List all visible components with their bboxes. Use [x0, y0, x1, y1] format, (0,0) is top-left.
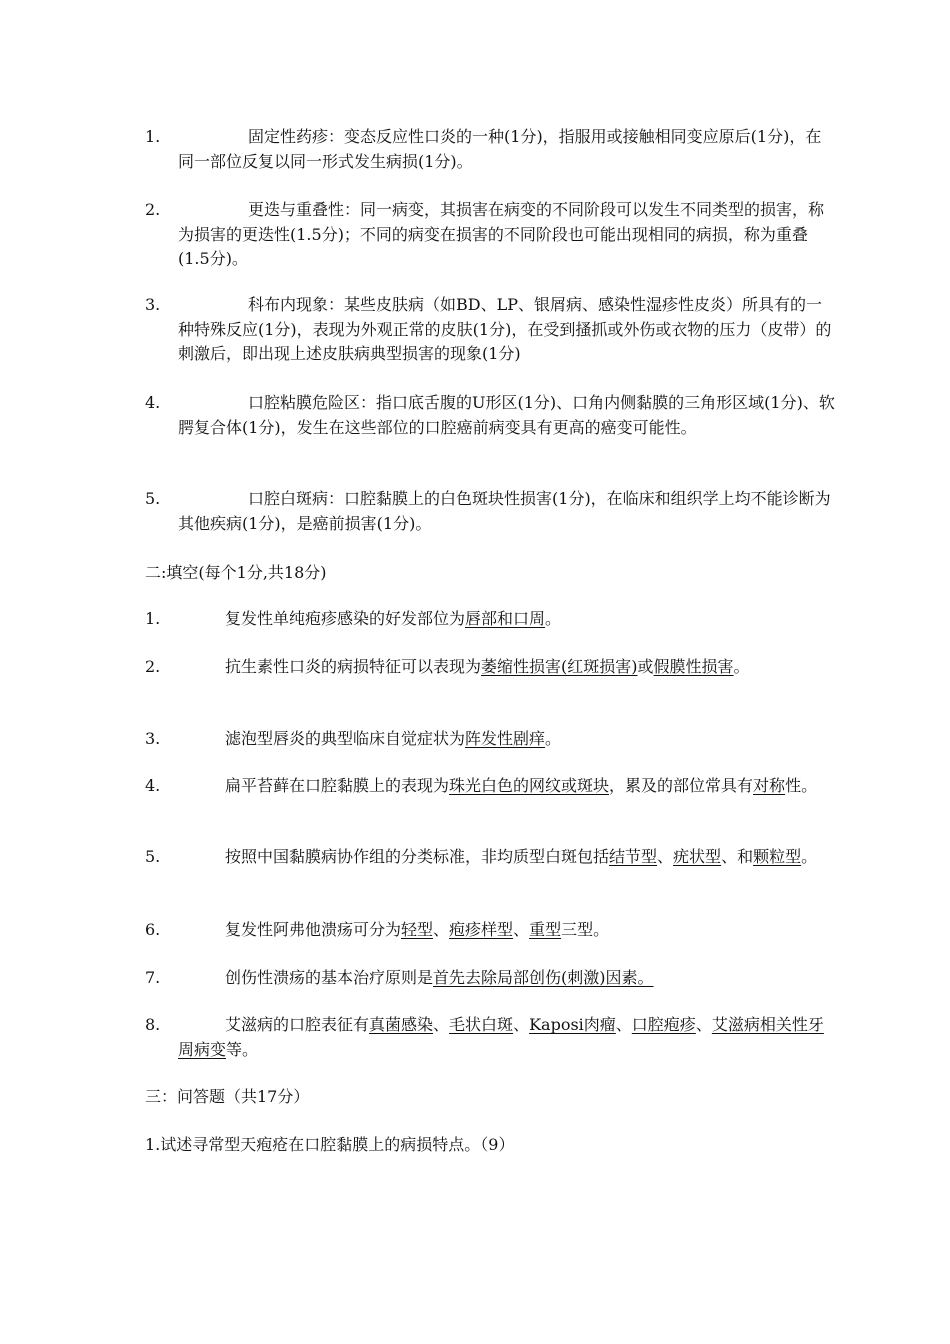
item-text: [178, 125, 835, 174]
item-number: 3.: [145, 729, 161, 748]
item-text: [178, 198, 835, 272]
term-definition: 指口底舌腹的U形区(1分)、口角内侧黏膜的三角形区域(1分)、软腭复合体(1分)，发生在这些部位的口腔癌前病变具有更高的癌变可能性。: [178, 393, 835, 437]
answer-underlined: 疣状型: [673, 847, 722, 866]
fill-item-6: [145, 918, 835, 943]
term: 口腔粘膜危险区：: [248, 393, 377, 412]
text-segment: 。: [801, 847, 818, 866]
text-segment: 、: [433, 920, 450, 939]
text-segment: 艾滋病的口腔表征有: [225, 1015, 370, 1034]
item-text: [178, 845, 835, 870]
text-segment: 。: [733, 657, 750, 676]
text-segment: 复发性阿弗他溃疡可分为: [225, 920, 402, 939]
text-segment: 、: [615, 1015, 632, 1034]
text-segment: 、: [513, 920, 530, 939]
fill-item-4: [145, 774, 835, 799]
answer-underlined: 对称: [753, 776, 786, 795]
item-text: [178, 607, 835, 632]
term: 更迭与重叠性：: [248, 200, 361, 219]
item-text: [178, 774, 835, 799]
item-text: [178, 655, 835, 680]
text-segment: 三型。: [561, 920, 610, 939]
answer-underlined: 疱疹样型: [449, 920, 514, 939]
answer-underlined: 唇部和口周: [465, 609, 546, 628]
answer-underlined: Kaposi肉瘤: [529, 1015, 616, 1034]
answer-underlined: 轻型: [401, 920, 434, 939]
item-number: 4.: [145, 393, 161, 412]
answer-underlined: 首先去除局部创伤(刺激)因素。: [433, 968, 654, 987]
answer-underlined: 阵发性剧痒: [465, 729, 546, 748]
answer-underlined: 重型: [529, 920, 562, 939]
item-number: 5.: [145, 847, 161, 866]
definition-item-2: [145, 198, 835, 272]
item-text: [178, 918, 835, 943]
text-segment: 、: [695, 1015, 712, 1034]
section-heading-qa: 三：问答题（共17分）: [145, 1087, 310, 1106]
answer-underlined: 珠光白色的网纹或斑块: [449, 776, 610, 795]
text-segment: 滤泡型唇炎的典型临床自觉症状为: [225, 729, 466, 748]
term-definition: 口腔黏膜上的白色斑块性损害(1分)，在临床和组织学上均不能诊断为其他疾病(1分)，是癌前损害(1分)。: [178, 489, 831, 533]
answer-underlined: 结节型: [609, 847, 658, 866]
fill-item-8: [145, 1013, 835, 1062]
answer-underlined: 真菌感染: [369, 1015, 434, 1034]
answer-underlined: 毛状白斑: [449, 1015, 514, 1034]
item-text: [178, 727, 835, 752]
answer-underlined: 口腔疱疹: [631, 1015, 696, 1034]
answer-underlined: 萎缩性损害(红斑损害): [481, 657, 638, 676]
item-number: 2.: [145, 200, 161, 219]
term: 口腔白斑病：: [248, 489, 345, 508]
item-number: 4.: [145, 776, 161, 795]
answer-underlined: 假膜性损害: [653, 657, 734, 676]
definition-item-3: [145, 293, 835, 367]
term-definition: 变态反应性口炎的一种(1分)，指服用或接触相同变应原后(1分)，在同一部位反复以同一形式发生病损(1分)。: [178, 127, 822, 171]
fill-item-1: [145, 607, 835, 632]
text-segment: 、和: [721, 847, 754, 866]
text-segment: 、: [433, 1015, 450, 1034]
text-segment: 。: [545, 609, 562, 628]
section-heading-fill-in: 二:填空(每个1分,共18分): [145, 563, 327, 582]
text-segment: 。: [545, 729, 562, 748]
term: 科布内现象：: [248, 295, 345, 314]
term-definition: 某些皮肤病（如BD、LP、银屑病、感染性湿疹性皮炎）所具有的一种特殊反应(1分)，表现为外观正常的皮肤(1分)，在受到搔抓或外伤或衣物的压力（皮带）的刺激后，即出现上述皮肤病典型损害的现象(1分): [178, 295, 832, 363]
text-segment: 创伤性溃疡的基本治疗原则是: [225, 968, 434, 987]
item-text: [178, 391, 835, 440]
definition-item-1: [145, 125, 835, 174]
item-number: 5.: [145, 489, 161, 508]
item-number: 7.: [145, 968, 161, 987]
item-number: 8.: [145, 1015, 161, 1034]
definition-item-4: [145, 391, 835, 440]
text-segment: ，累及的部位常具有: [609, 776, 754, 795]
item-number: 2.: [145, 657, 161, 676]
text-segment: 性。: [785, 776, 818, 795]
fill-item-7: [145, 966, 835, 991]
question-1: 1.试述寻常型天疱疮在口腔黏膜上的病损特点。（9）: [145, 1135, 515, 1154]
item-number: 6.: [145, 920, 161, 939]
text-segment: 按照中国黏膜病协作组的分类标准，非均质型白斑包括: [225, 847, 610, 866]
answer-underlined: 颗粒型: [753, 847, 802, 866]
text-segment: 复发性单纯疱疹感染的好发部位为: [225, 609, 466, 628]
fill-item-5: [145, 845, 835, 870]
term: 固定性药疹：: [248, 127, 345, 146]
definition-item-5: [145, 487, 835, 536]
text-segment: 或: [637, 657, 654, 676]
text-segment: 、: [513, 1015, 530, 1034]
fill-item-3: [145, 727, 835, 752]
item-text: [178, 966, 835, 991]
item-text: [178, 1013, 835, 1062]
item-text: [178, 487, 835, 536]
item-number: 3.: [145, 295, 161, 314]
text-segment: 扁平苔藓在口腔黏膜上的表现为: [225, 776, 450, 795]
text-segment: 等。: [226, 1039, 259, 1059]
answer-underlined: 艾滋病相关性牙周病变: [178, 1015, 824, 1059]
item-text: [178, 293, 835, 367]
text-segment: 、: [657, 847, 674, 866]
text-segment: 抗生素性口炎的病损特征可以表现为: [225, 657, 482, 676]
item-number: 1.: [145, 127, 161, 146]
fill-item-2: [145, 655, 835, 680]
term-definition: 同一病变，其损害在病变的不同阶段可以发生不同类型的损害，称为损害的更迭性(1.5分)；不同的病变在损害的不同阶段也可能出现相同的病损，称为重叠(1.5分)。: [178, 200, 825, 268]
item-number: 1.: [145, 609, 161, 628]
